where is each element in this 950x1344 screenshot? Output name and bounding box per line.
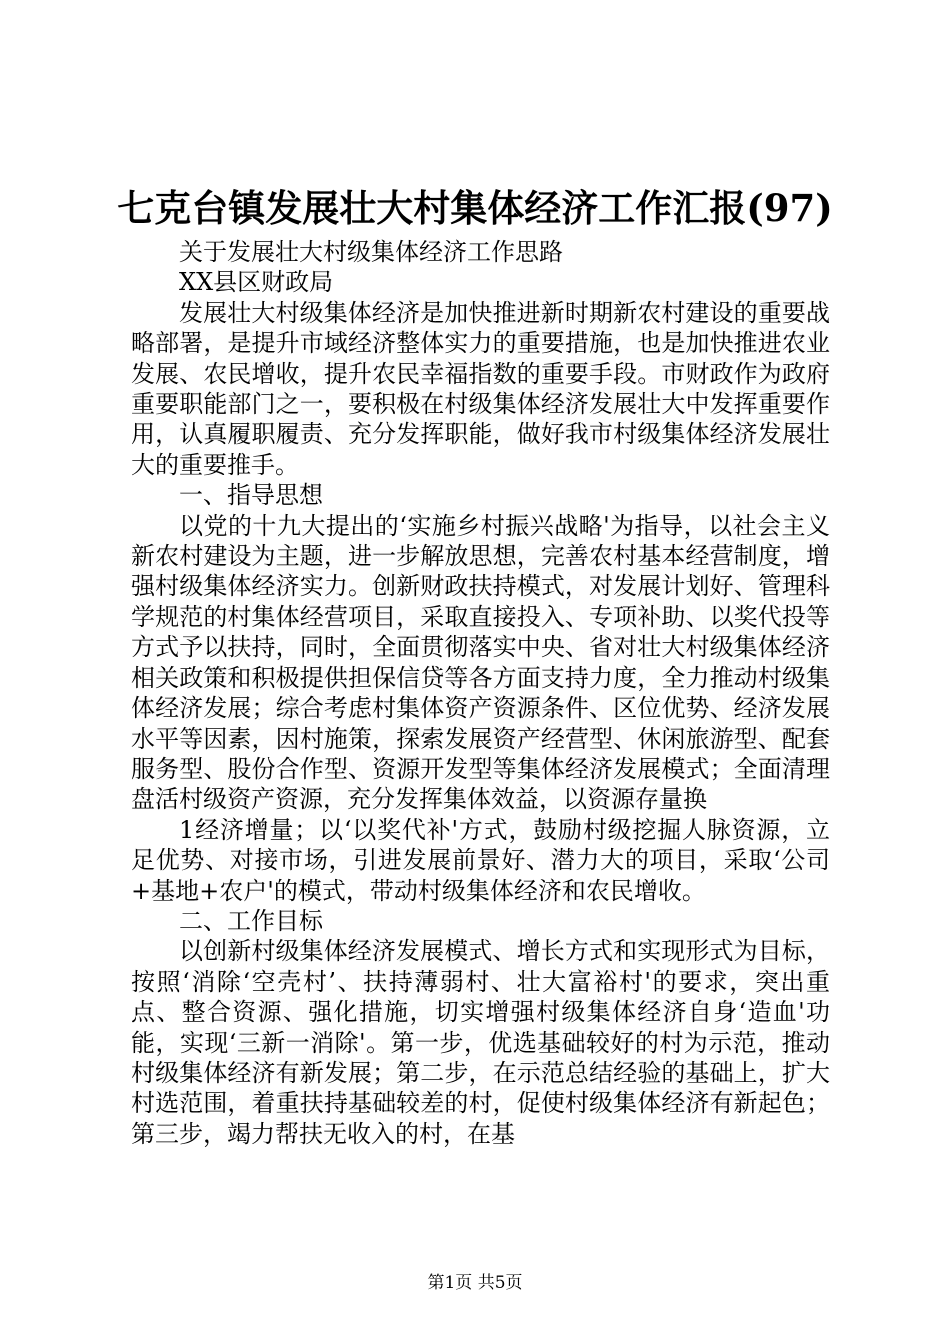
section-heading-guiding-ideology: 一、指导思想 xyxy=(179,481,323,510)
document-title: 七克台镇发展壮大村集体经济工作汇报(97) xyxy=(117,186,833,230)
section-heading-work-goals: 二、工作目标 xyxy=(179,906,323,935)
page-footer: 第1页 共5页 xyxy=(427,1273,523,1293)
subtitle: 关于发展壮大村级集体经济工作思路 xyxy=(179,238,563,266)
paragraph-guiding-ideology: 以党的十九大提出的‘实施乡村振兴战略'为指导，以社会主义新农村建设为主题，进一步解放思想，完善农村基本经营制度，增强村级集体经济实力。创新财政扶持模式，对发展计划好、管理科学规范的村集体经营项目，采取直接投入、专项补助、以奖代投等方式予以扶持，同时，全面贯彻落实中央、省对壮大村级集体经济相关政策和积极提供担保信贷等各方面支持力度，全力推动村级集体经济发展；综合考虑村集体资产资源条件、区位优势、经济发展水平等因素，因村施策，探索发展资产经营型、休闲旅游型、配套服务型、股份合作型、资源开发型等集体经济发展模式；全面清理盘活村级资产资源，充分发挥集体效益，以资源存量换 xyxy=(131,511,830,814)
paragraph-economic-increment: 1经济增量；以‘以奖代补'方式，鼓励村级挖掘人脉资源，立足优势、对接市场，引进发展前景好、潜力大的项目，采取‘公司+基地+农户'的模式，带动村级集体经济和农民增收。 xyxy=(131,815,830,905)
paragraph-work-goals: 以创新村级集体经济发展模式、增长方式和实现形式为目标，按照‘消除‘空壳村’、扶持薄弱村、壮大富裕村'的要求，突出重点、整合资源、强化措施，切实增强村级集体经济自身‘造血'功能，实现‘三新一消除'。第一步，优选基础较好的村为示范，推动村级集体经济有新发展；第二步，在示范总结经验的基础上，扩大村选范围，着重扶持基础较差的村，促使村级集体经济有新起色；第三步，竭力帮扶无收入的村，在基 xyxy=(131,937,830,1148)
document-body xyxy=(131,237,830,1149)
author-line: XX县区财政局 xyxy=(179,268,334,297)
paragraph-intro: 发展壮大村级集体经济是加快推进新时期新农村建设的重要战略部署，是提升市域经济整体实力的重要措施，也是加快推进农业发展、农民增收，提升农民幸福指数的重要手段。市财政作为政府重要职能部门之一，要积极在村级集体经济发展壮大中发挥重要作用，认真履职履责、充分发挥职能，做好我市村级集体经济发展壮大的重要推手。 xyxy=(131,298,830,479)
